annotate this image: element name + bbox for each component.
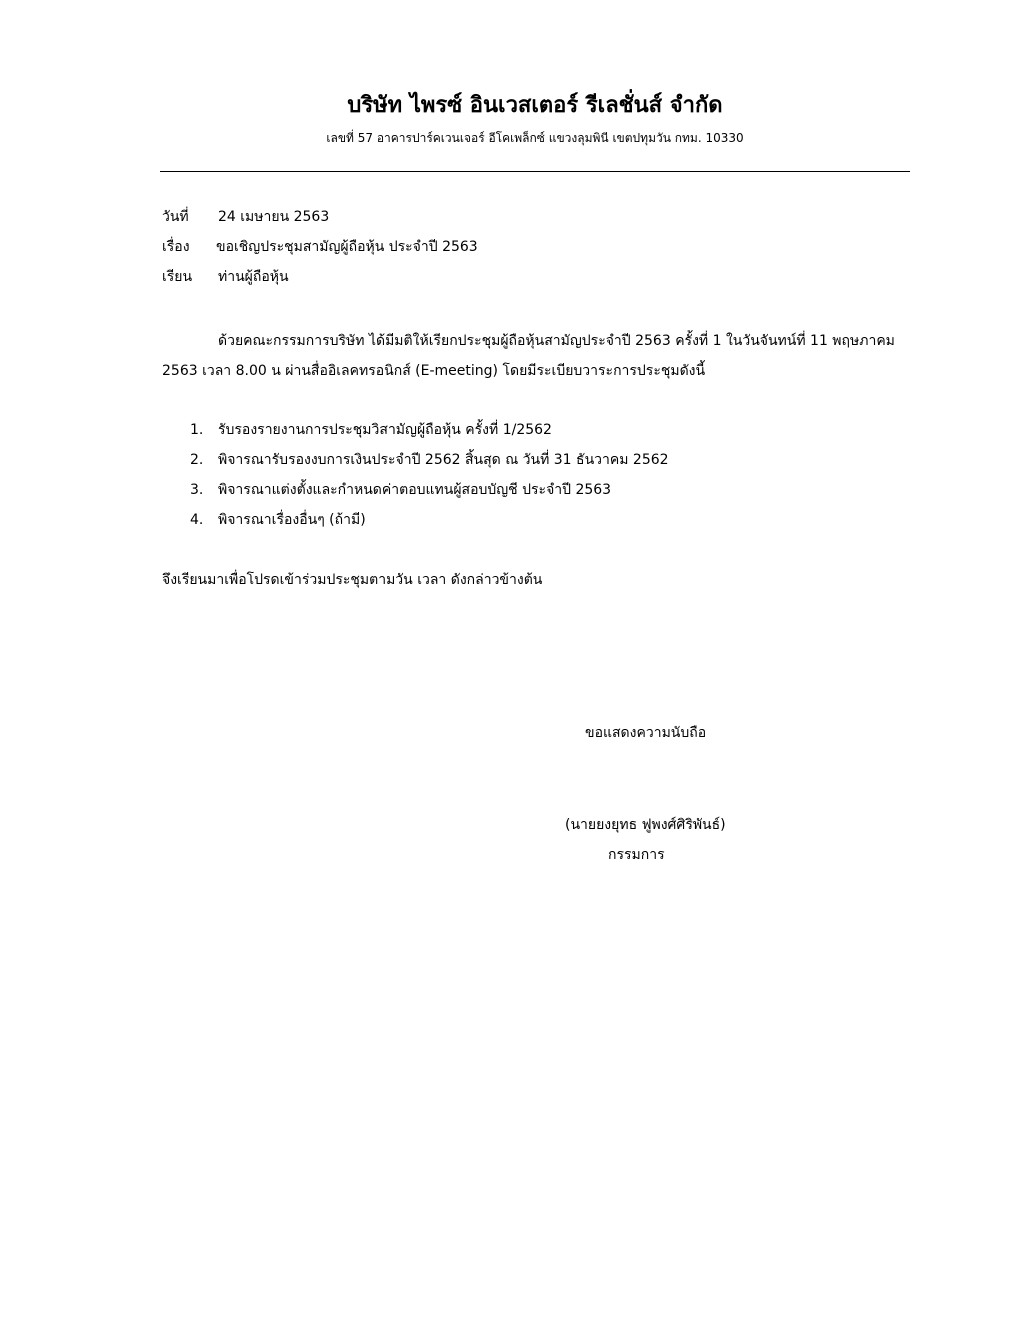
agenda-number: 3.	[190, 482, 204, 498]
body-paragraph	[162, 326, 908, 386]
recipient-value: ท่านผู้ถือหุ้น	[218, 269, 289, 285]
agenda-number: 1.	[190, 422, 204, 438]
body-line-2: 2563 เวลา 8.00 น ผ่านสื่ออิเลคทรอนิกส์ (E-meeting) โดยมีระเบียบวาระการประชุมดังนี้	[162, 363, 706, 379]
agenda-item: รับรองรายงานการประชุมวิสามัญผู้ถือหุ้น ครั้งที่ 1/2562	[218, 422, 552, 438]
signer-position: กรรมการ	[608, 847, 665, 863]
closing-sentence: จึงเรียนมาเพื่อโปรดเข้าร่วมประชุมตามวัน เวลา ดังกล่าวข้างต้น	[162, 572, 543, 588]
signature-regards: ขอแสดงความนับถือ	[585, 725, 707, 741]
recipient-label: เรียน	[162, 269, 193, 285]
body-line-1: ด้วยคณะกรรมการบริษัท ได้มีมติให้เรียกประชุมผู้ถือหุ้นสามัญประจำปี 2563 ครั้งที่ 1 ในวันจันทน์ที่ 11 พฤษภาคม	[218, 333, 895, 349]
company-address: เลขที่ 57 อาคารปาร์คเวนเจอร์ อีโคเพล็กซ์ แขวงลุมพินี เขตปทุมวัน กทม. 10330	[326, 131, 744, 145]
date-value: 24 เมษายน 2563	[218, 209, 330, 225]
agenda-item: พิจารณารับรองงบการเงินประจำปี 2562 สิ้นสุด ณ วันที่ 31 ธันวาคม 2562	[218, 452, 669, 468]
subject-label: เรื่อง	[162, 239, 190, 255]
agenda-number: 2.	[190, 452, 204, 468]
subject-value: ขอเชิญประชุมสามัญผู้ถือหุ้น ประจำปี 2563	[216, 239, 478, 255]
agenda-item: พิจารณาแต่งตั้งและกำหนดค่าตอบแทนผู้สอบบัญชี ประจำปี 2563	[218, 482, 612, 498]
header-divider	[160, 171, 910, 172]
agenda-number: 4.	[190, 512, 204, 528]
date-label: วันที่	[162, 209, 189, 225]
signer-name: (นายยงยุทธ ฟูพงศ์ศิริพันธ์)	[565, 817, 726, 833]
company-name: บริษัท ไพรซ์ อินเวสเตอร์ รีเลชั่นส์ จำกัด	[347, 93, 723, 118]
agenda-item: พิจารณาเรื่องอื่นๆ (ถ้ามี)	[218, 512, 366, 528]
